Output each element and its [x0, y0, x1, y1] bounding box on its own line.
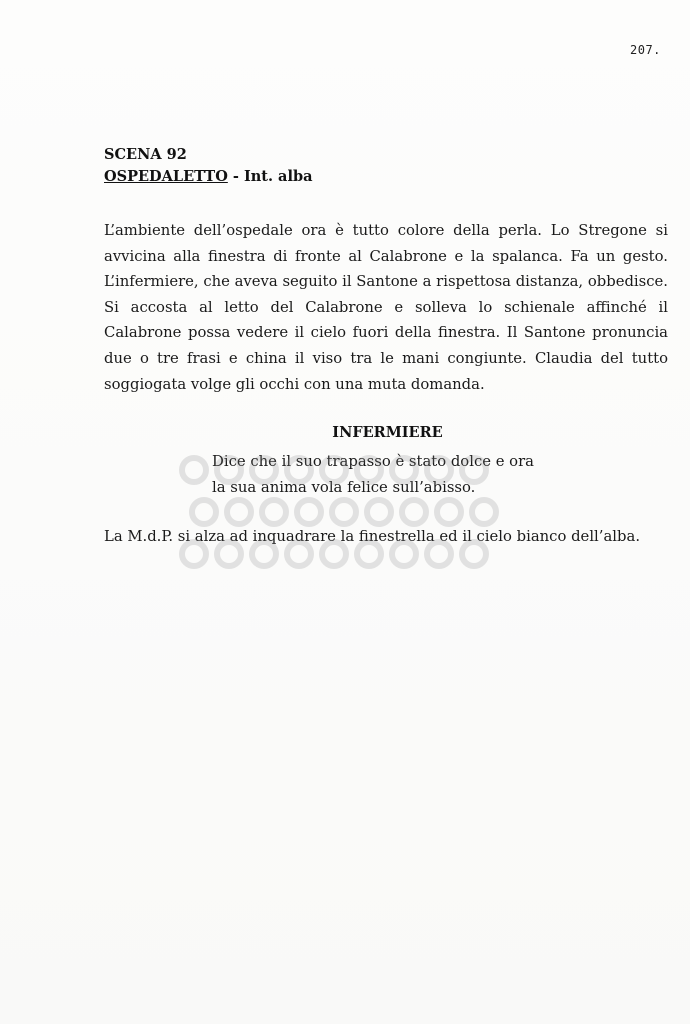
dialogue-line: la sua anima vola felice sull’abisso. — [212, 478, 476, 496]
dialogue-line: Dice che il suo trapasso è stato dolce e ora — [212, 453, 534, 470]
scene-location: OSPEDALETTO — [104, 168, 228, 185]
watermark-ornament — [174, 450, 514, 580]
character-name: INFERMIERE — [332, 424, 443, 441]
scene-time: - Int. alba — [227, 168, 313, 185]
scene-number: SCENA 92 — [104, 146, 187, 163]
page-number: 207. — [630, 43, 661, 57]
camera-direction-paragraph: La M.d.P. si alza ad inquadrare la finestrella ed il cielo bianco dell’alba. — [104, 528, 641, 545]
scene-title — [104, 166, 313, 188]
scene-heading — [104, 144, 313, 188]
action-paragraph: L’ambiente dell’ospedale ora è tutto colore della perla. Lo Stregone si avvicina alla finestra di fronte al Calabrone e la spalanca. Fa un gesto. L’infermiere, che aveva seguito il Santone a rispettosa distanza, obbedisce. Si accosta al letto del Calabrone e solleva lo schienale affinché il Calabrone possa vedere il cielo fuori della finestra. Il Santone pronuncia due o tre frasi e china il viso tra le mani congiunte. Claudia del tutto soggiogata volge gli occhi con una muta domanda. — [104, 222, 668, 393]
